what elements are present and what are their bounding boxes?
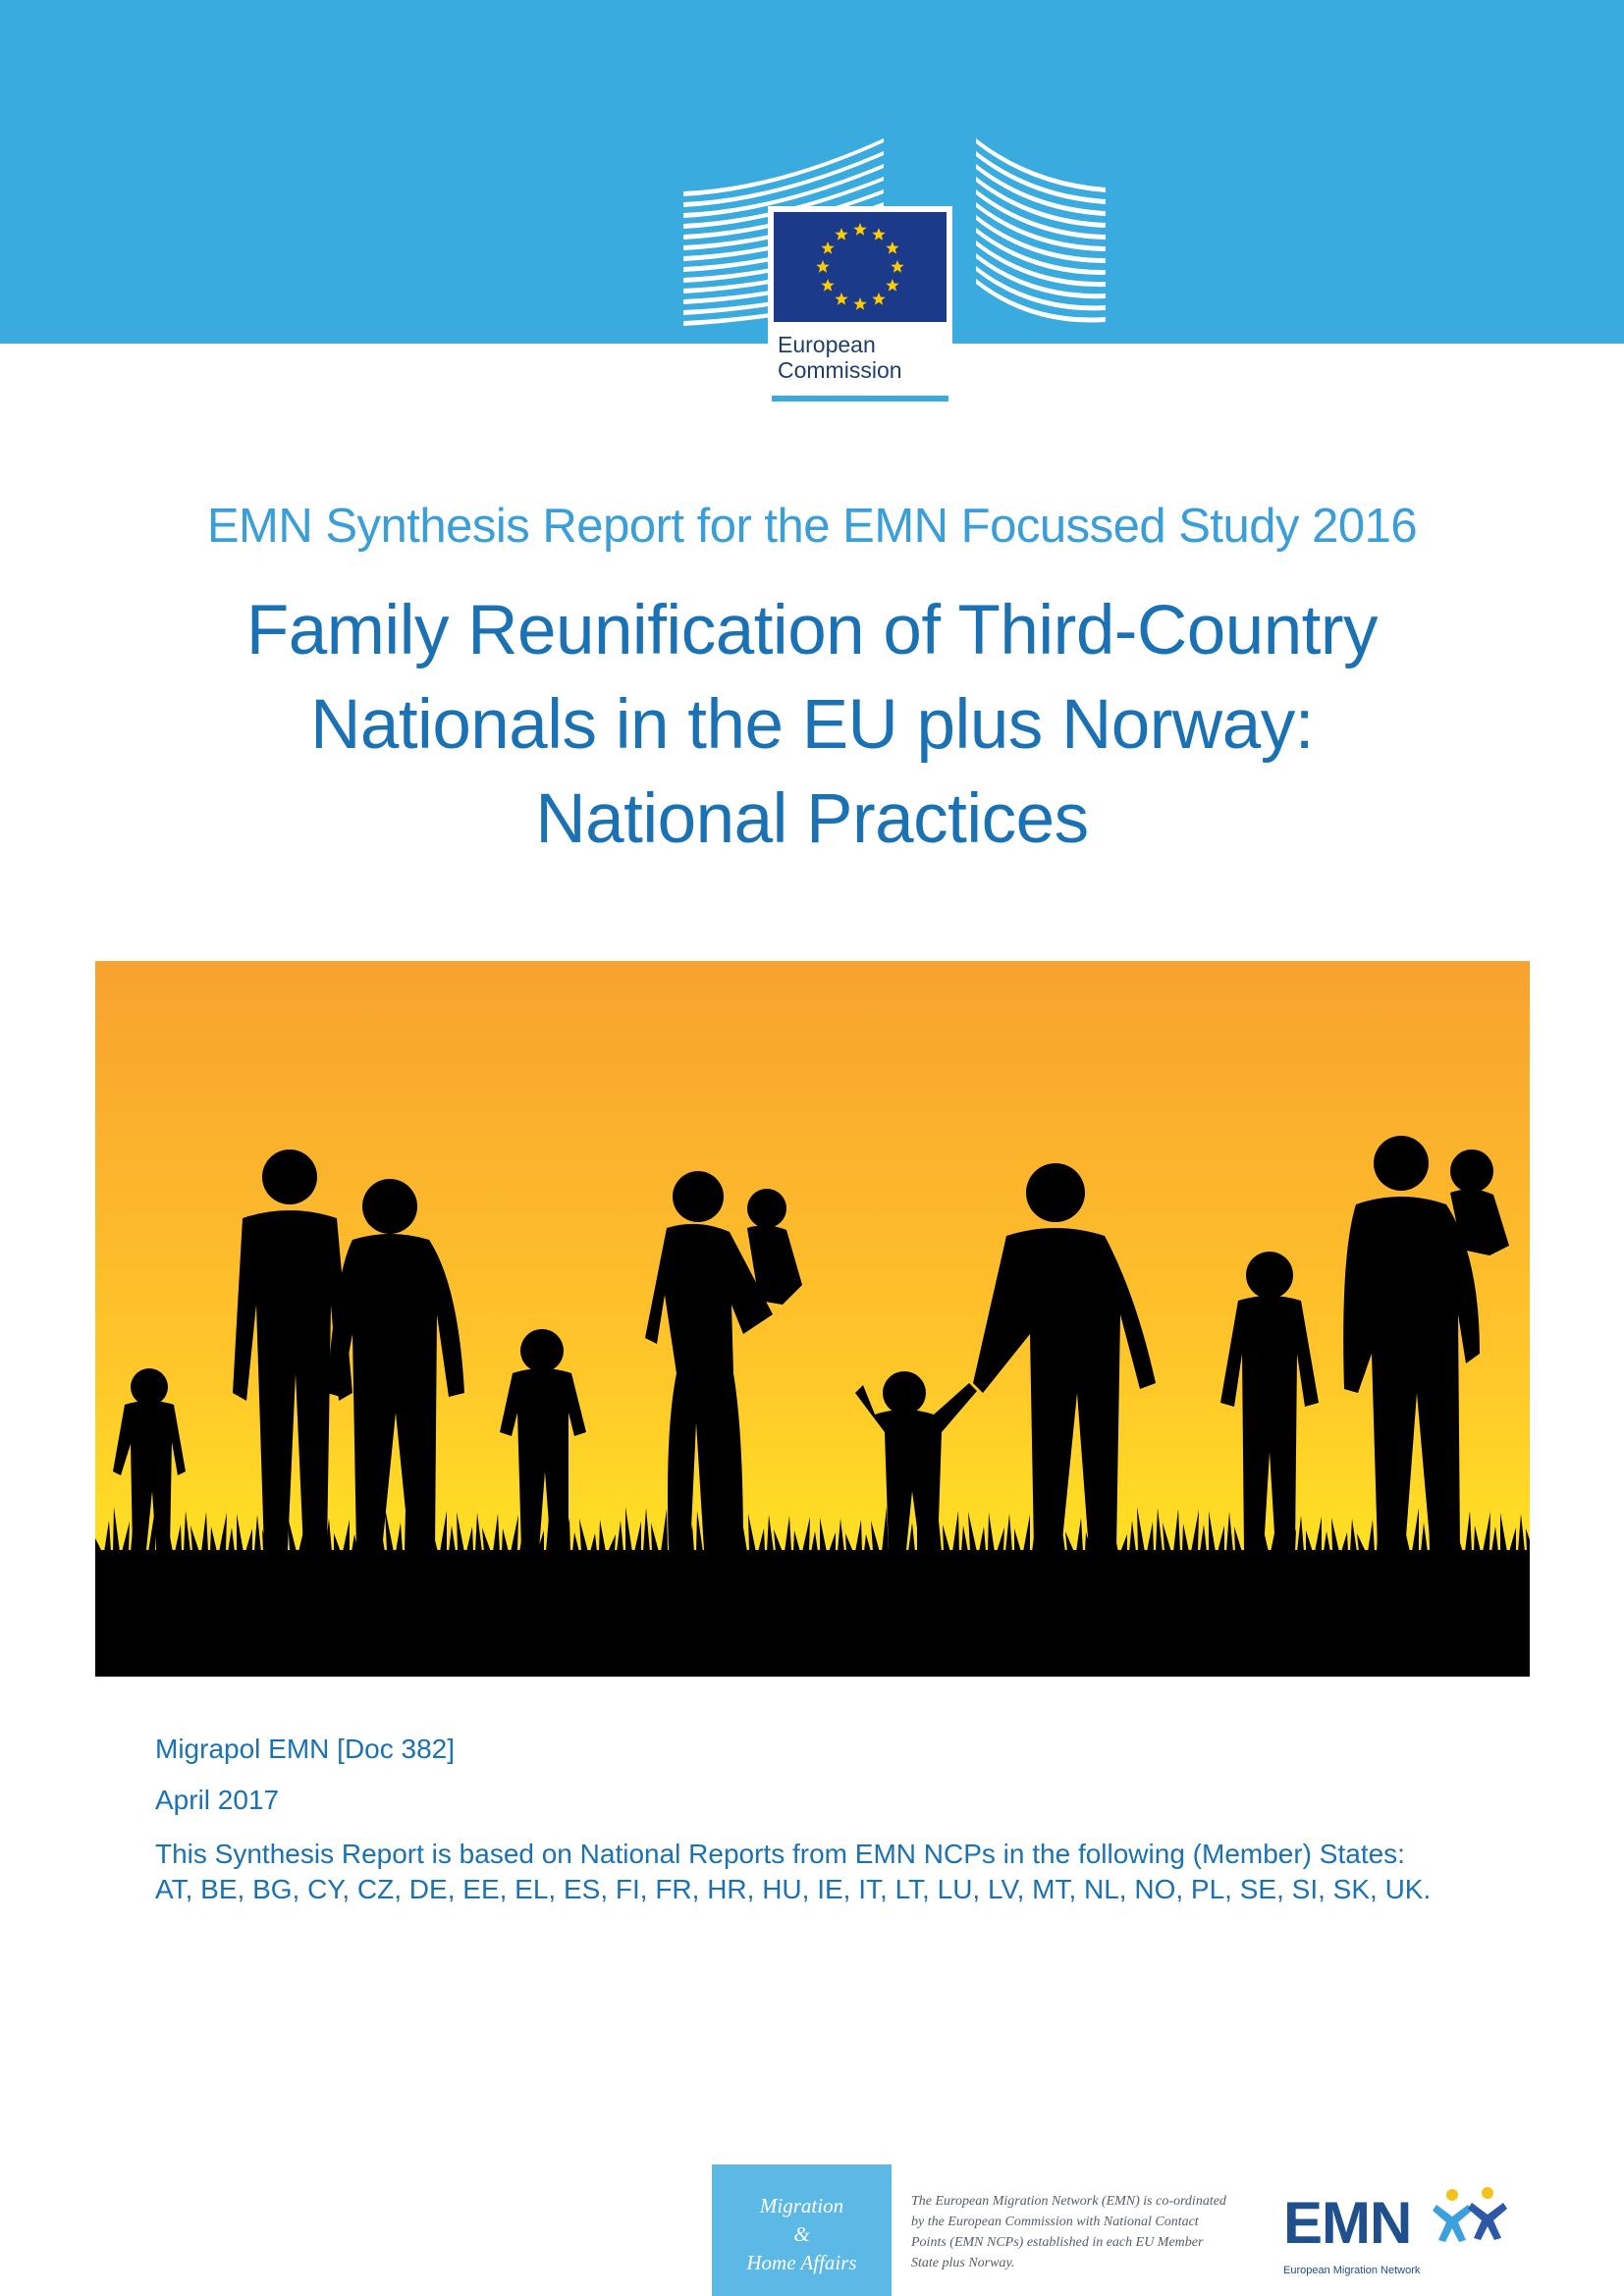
report-description <box>155 1837 1549 1907</box>
emn-figures-icon <box>1427 2183 1515 2252</box>
ec-logo-wordmark <box>778 332 954 383</box>
description-line-2: AT, BE, BG, CY, CZ, DE, EE, EL, ES, FI, FR, HR, HU, IE, IT, LT, LU, LV, MT, NL, NO, PL, SE, SI, SK, UK. <box>155 1874 1432 1904</box>
emn-logo <box>1281 2179 1527 2277</box>
ec-logo-line-2: Commission <box>778 357 902 383</box>
cover-image <box>95 961 1530 1677</box>
publication-date: April 2017 <box>155 1785 280 1815</box>
building-right-wing-icon <box>976 138 1106 323</box>
note-line-3: Points (EMN NCPs) established in each EU Member <box>911 2235 1204 2250</box>
dg-home-affairs-box <box>712 2164 892 2296</box>
emn-caption: European Migration Network <box>1283 2265 1421 2276</box>
title-line-3: National Practices <box>535 780 1089 858</box>
emn-wordmark: EMN <box>1283 2190 1412 2256</box>
note-line-4: State plus Norway. <box>911 2256 1015 2270</box>
ec-logo-line-1: European <box>778 332 876 357</box>
dg-box-line-2: & <box>793 2222 810 2246</box>
report-subtitle: EMN Synthesis Report for the EMN Focussed Study 2016 <box>206 500 1418 553</box>
emn-coordination-note <box>911 2191 1265 2273</box>
description-line-1: This Synthesis Report is based on National Reports from EMN NCPs in the following (Member) States: <box>155 1839 1405 1869</box>
note-line-2: by the European Commission with National Contact <box>911 2215 1199 2229</box>
european-commission-logo <box>677 133 1110 407</box>
note-line-1: The European Migration Network (EMN) is co-ordinated <box>911 2194 1226 2209</box>
family-silhouettes-image <box>95 961 1530 1677</box>
title-line-2: Nationals in the EU plus Norway: <box>310 686 1314 764</box>
dg-box-line-3: Home Affairs <box>746 2251 857 2274</box>
report-title <box>118 584 1506 867</box>
dg-box-line-1: Migration <box>759 2194 844 2217</box>
doc-reference: Migrapol EMN [Doc 382] <box>155 1734 456 1764</box>
title-line-1: Family Reunification of Third-Country <box>245 592 1379 669</box>
